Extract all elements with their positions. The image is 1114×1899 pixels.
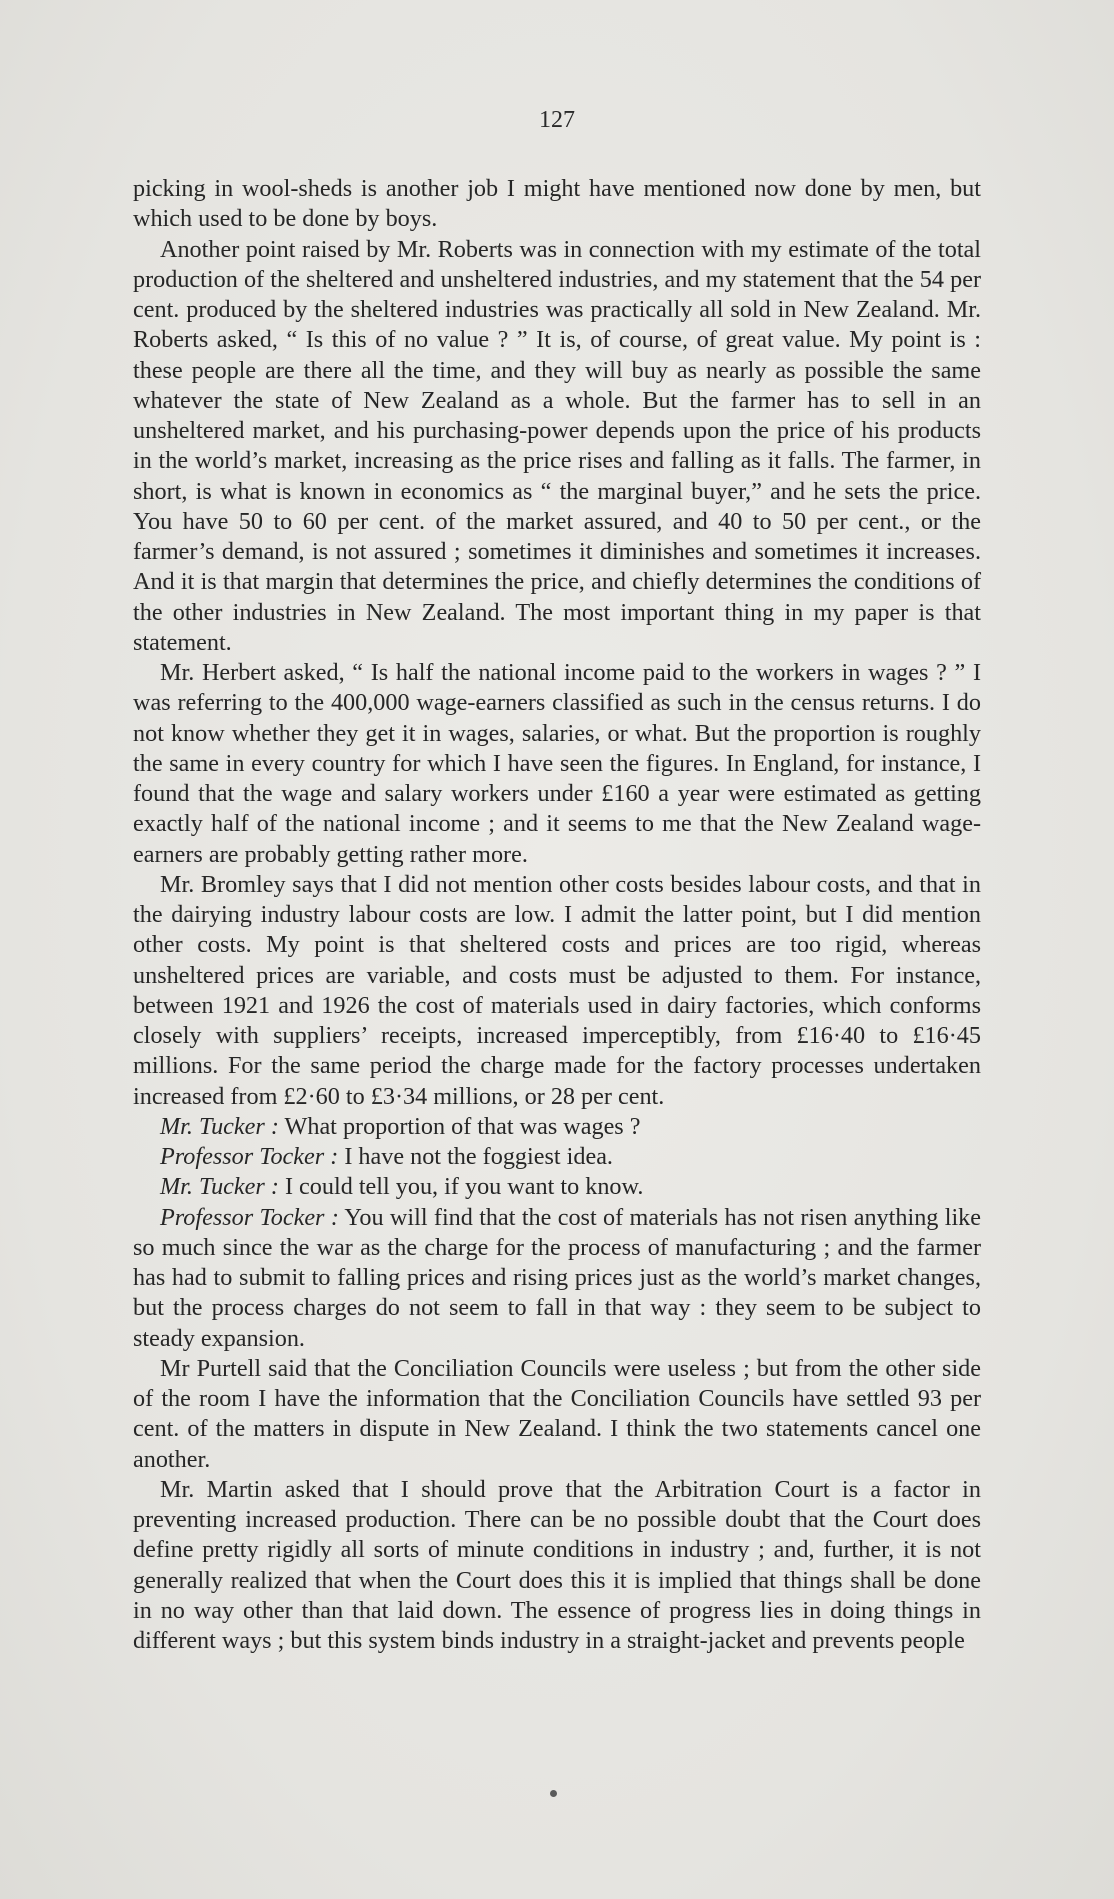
body-text <box>133 174 981 1656</box>
paragraph-roberts-estimate: Another point raised by Mr. Roberts was in connection with my estimate of the total production of the sheltered and unsheltered industries, and my statement that the 54 per cent. produced by the sheltered industries was practically all sold in New Zealand. Mr. Roberts asked, “ Is this of no value ? ” It is, of course, of great value. My point is : these people are there all the time, and they will buy as nearly as possible the same whatever the state of New Zealand as a whole. But the farmer has to sell in an unsheltered market, and his purchasing-power depends upon the price of his products in the world’s market, increasing as the price rises and falling as it falls. The farmer, in short, is what is known in economics as “ the marginal buyer,” and he sets the price. You have 50 to 60 per cent. of the market assured, and 40 to 50 per cent., or the farmer’s demand, is not assured ; sometimes it diminishes and sometimes it increases. And it is that margin that determines the price, and chiefly determines the conditions of the other industries in New Zealand. The most important thing in my paper is that statement. <box>133 235 981 656</box>
dialogue-line <box>133 1172 981 1202</box>
paragraph-herbert-question: Mr. Herbert asked, “ Is half the national income paid to the workers in wages ? ” I was referring to the 400,000 wage-earners classified as such in the census returns. I do not know whether they get it in wages, salaries, or what. But the proportion is roughly the same in every country for which I have seen the figures. In England, for instance, I found that the wage and salary workers under £160 a year were estimated as getting exactly half of the national income ; and it seems to me that the New Zealand wage-earners are probably getting rather more. <box>133 659 981 868</box>
speaker-name: Professor Tocker : <box>160 1203 339 1231</box>
dialogue-line <box>133 1142 981 1172</box>
paragraph-continuation: picking in wool-sheds is another job I might have mentioned now done by men, but which used to be done by boys. <box>133 175 981 233</box>
page-speck <box>550 1790 557 1797</box>
paragraph-martin-arbitration: Mr. Martin asked that I should prove that the Arbitration Court is a factor in preventing increased production. There can be no possible doubt that the Court does define pretty rigidly all sorts of minute conditions in industry ; and, further, it is not generally realized that when the Court does this it is implied that things shall be done in no way other than that laid down. The essence of progress lies in doing things in different ways ; but this system binds industry in a straight-jacket and prevents people <box>133 1475 981 1654</box>
paragraph-purtell-councils: Mr Purtell said that the Conciliation Councils were useless ; but from the other side of the room I have the information that the Conciliation Councils have settled 93 per cent. of the matters in dispute in New Zealand. I think the two statements cancel one another. <box>133 1354 981 1473</box>
paragraph-bromley-costs: Mr. Bromley says that I did not mention other costs besides labour costs, and that in the dairying industry labour costs are low. I admit the latter point, but I did mention other costs. My point is that sheltered costs and prices are too rigid, whereas unsheltered prices are variable, and costs must be adjusted to them. For instance, between 1921 and 1926 the cost of materials used in dairy factories, which conforms closely with suppliers’ receipts, increased imperceptibly, from £16·40 to £16·45 millions. For the same period the charge made for the factory processes undertaken increased from £2·60 to £3·34 millions, or 28 per cent. <box>133 870 981 1110</box>
speaker-name: Mr. Tucker : <box>160 1112 279 1140</box>
dialogue-text: What proportion of that was wages ? <box>278 1112 641 1140</box>
dialogue-text: I could tell you, if you want to know. <box>278 1173 644 1201</box>
page-number: 127 <box>539 107 575 133</box>
dialogue-line <box>133 1112 981 1142</box>
dialogue-text: I have not the foggiest idea. <box>338 1143 613 1170</box>
speaker-name: Mr. Tucker : <box>160 1173 279 1201</box>
dialogue-text: You will find that the cost of materials has not risen anything like so much since the war as the charge for the process of manufacturing ; and the farmer has had to submit to falling prices and rising prices just as the world’s market changes, but the process charges do not seem to fall in that way : they seem to be subject to steady expansion. <box>133 1203 981 1352</box>
speaker-name: Professor Tocker : <box>160 1143 339 1170</box>
dialogue-line <box>133 1203 981 1354</box>
